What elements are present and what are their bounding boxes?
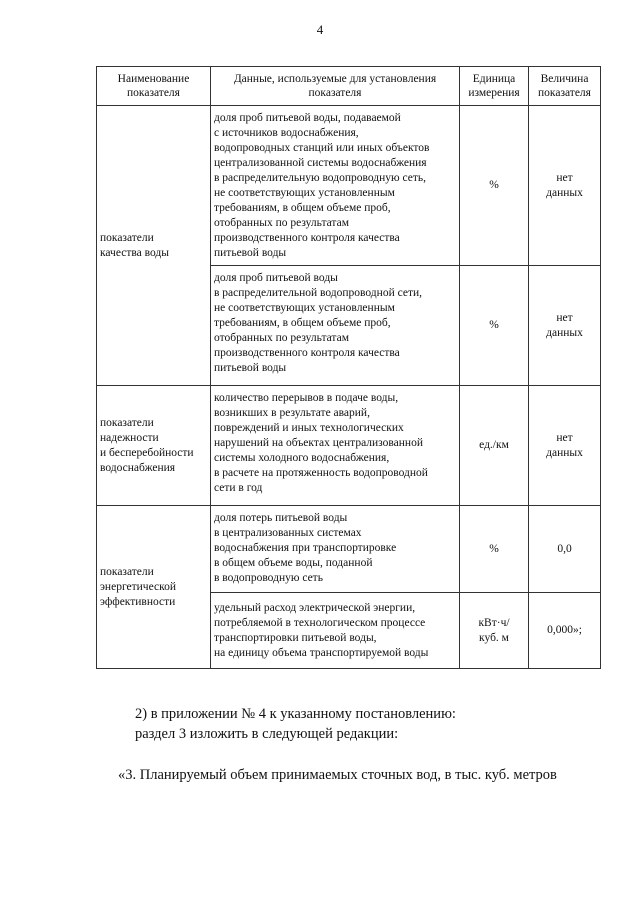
indicators-table: [96, 66, 601, 669]
table-row: [97, 106, 601, 266]
amendment-paragraph: раздел 3 изложить в следующей редакции:: [135, 726, 399, 742]
row-unit: кВт·ч/ куб. м: [460, 593, 529, 669]
amendment-paragraph: 2) в приложении № 4 к указанному постановлению:: [135, 706, 456, 722]
row-value: нет данных: [529, 386, 601, 506]
row-unit: %: [460, 266, 529, 386]
page-number: 4: [316, 22, 324, 37]
header-indicator-name: Наименование показателя: [97, 67, 211, 106]
table-header-row: [97, 67, 601, 106]
row-description: удельный расход электрической энергии, потребляемой в технологическом процессе транспортировки питьевой воды, на единицу объема транспортируемой воды: [211, 593, 460, 669]
group-name-reliability: показатели надежности и бесперебойности водоснабжения: [97, 386, 211, 506]
header-data-used: Данные, используемые для установления показателя: [211, 67, 460, 106]
row-description: доля проб питьевой воды, подаваемой с источников водоснабжения, водопроводных станций или иных объектов централизованной системы водоснабжения в распределительную водопроводную сеть, не соответствующих установленным требованиям, в общем объеме проб, отобранных по результатам производственного контроля качества питьевой воды: [211, 106, 460, 266]
row-unit: %: [460, 506, 529, 593]
table-row: [97, 506, 601, 593]
header-unit: Единица измерения: [460, 67, 529, 106]
row-value: 0,0: [529, 506, 601, 593]
group-name-energy-efficiency: показатели энергетической эффективности: [97, 506, 211, 669]
header-value: Величина показателя: [529, 67, 601, 106]
row-description: доля потерь питьевой воды в централизованных системах водоснабжения при транспортировке в общем объеме воды, поданной в водопроводную сеть: [211, 506, 460, 593]
group-name-water-quality: показатели качества воды: [97, 106, 211, 386]
section-heading: «3. Планируемый объем принимаемых сточных вод, в тыс. куб. метров: [118, 767, 557, 783]
row-value: нет данных: [529, 266, 601, 386]
row-value: 0,000»;: [529, 593, 601, 669]
row-unit: ед./км: [460, 386, 529, 506]
row-description: доля проб питьевой воды в распределительной водопроводной сети, не соответствующих установленным требованиям, в общем объеме проб, отобранных по результатам производственного контроля качества питьевой воды: [211, 266, 460, 386]
row-description: количество перерывов в подаче воды, возникших в результате аварий, повреждений и иных технологических нарушений на объектах централизованной системы холодного водоснабжения, в расчете на протяженность водопроводной сети в год: [211, 386, 460, 506]
row-value: нет данных: [529, 106, 601, 266]
row-unit: %: [460, 106, 529, 266]
table-row: [97, 386, 601, 506]
